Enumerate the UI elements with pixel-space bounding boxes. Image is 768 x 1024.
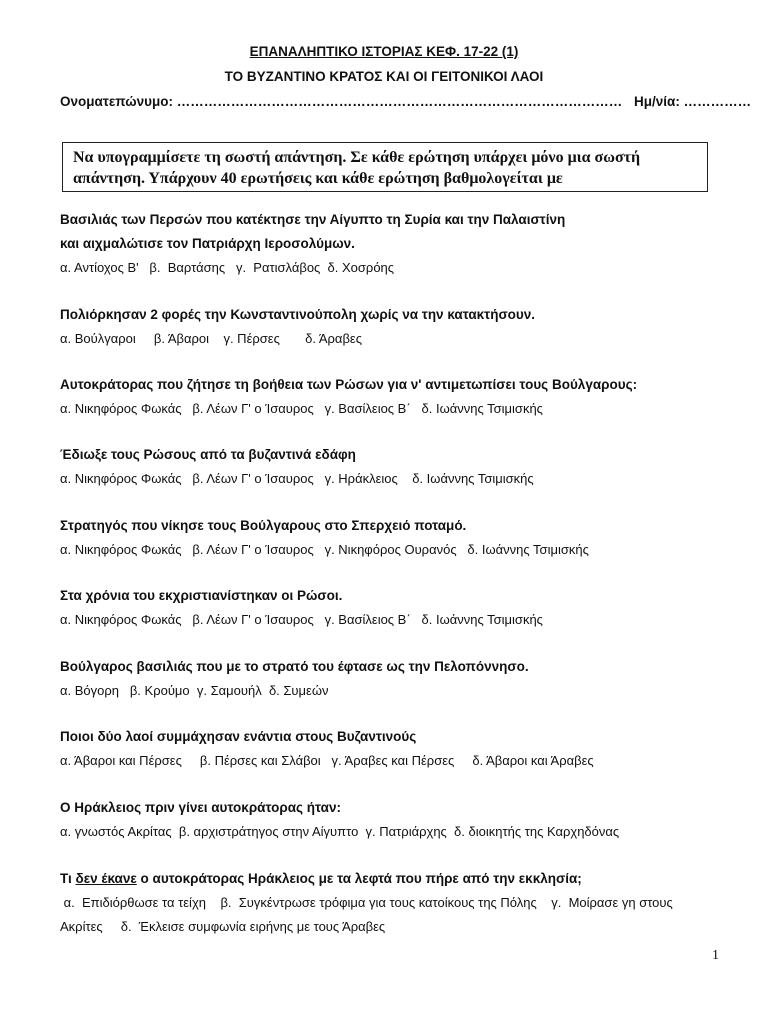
question-text: Στα χρόνια του εκχριστιανίστηκαν οι Ρώσοι. xyxy=(60,588,343,603)
question-1 xyxy=(60,208,720,280)
question-5 xyxy=(60,514,720,562)
question-text: Αυτοκράτορας που ζήτησε τη βοήθεια των Ρώσων για ν' αντιμετωπίσει τους Βούλγαρους: xyxy=(60,377,638,392)
question-text: Έδιωξε τους Ρώσους από τα βυζαντινά εδάφη xyxy=(60,447,356,462)
question-3 xyxy=(60,373,720,421)
question-9 xyxy=(60,796,720,844)
question-text: Πολιόρκησαν 2 φορές την Κωνσταντινούπολη χωρίς να την κατακτήσουν. xyxy=(60,307,536,322)
document-subtitle: ΤΟ ΒΥΖΑΝΤΙΝΟ ΚΡΑΤΟΣ ΚΑΙ ΟΙ ΓΕΙΤΟΝΙΚΟΙ ΛΑΟΙ xyxy=(224,69,544,84)
date-field-label: Ημ/νία: …………… xyxy=(634,94,752,109)
question-text-continued: και αιχμαλώτισε τον Πατριάρχη Ιεροσολύμων. xyxy=(60,236,355,251)
question-4 xyxy=(60,443,720,491)
question-text: Ποιοι δύο λαοί συμμάχησαν ενάντια στους Βυζαντινούς xyxy=(60,729,417,744)
question-text-underlined: δεν έκανε xyxy=(75,871,137,886)
question-text: Στρατηγός που νίκησε τους Βούλγαρους στο Σπερχειό ποταμό. xyxy=(60,518,467,533)
question-2 xyxy=(60,303,720,351)
question-text-start: Τι xyxy=(60,871,76,886)
question-text: Βούλγαρος βασιλιάς που με το στρατό του έφτασε ως την Πελοπόννησο. xyxy=(60,659,529,674)
answer-options[interactable]: α. Νικηφόρος Φωκάς β. Λέων Γ' ο Ίσαυρος γ. Ηράκλειος δ. Ιωάννης Τσιμισκής xyxy=(60,471,534,486)
answer-options[interactable]: α. γνωστός Ακρίτας β. αρχιστράτηγος στην Αίγυπτο γ. Πατριάρχης δ. διοικητής της Καρχηδόνας xyxy=(60,824,620,839)
question-10 xyxy=(60,867,720,939)
answer-options[interactable]: α. Άβαροι και Πέρσες β. Πέρσες και Σλάβοι γ. Άραβες και Πέρσες δ. Άβαροι και Άραβες xyxy=(60,753,594,768)
answer-options[interactable]: α. Επιδιόρθωσε τα τείχη β. Συγκέντρωσε τρόφιμα για τους κατοίκους της Πόλης γ. Μοίρασε γη στους xyxy=(60,895,673,910)
answer-options[interactable]: α. Νικηφόρος Φωκάς β. Λέων Γ' ο Ίσαυρος γ. Βασίλειος Β΄ δ. Ιωάννης Τσιμισκής xyxy=(60,401,543,416)
answer-options[interactable]: α. Αντίοχος Β' β. Βαρτάσης γ. Ρατισλάβος δ. Χοσρόης xyxy=(60,260,395,275)
page-number: 1 xyxy=(712,948,719,963)
question-text-end: ο αυτοκράτορας Ηράκλειος με τα λεφτά που πήρε από την εκκλησία; xyxy=(136,871,582,886)
answer-options[interactable]: α. Βούλγαροι β. Άβαροι γ. Πέρσες δ. Άραβες xyxy=(60,331,362,346)
answer-options[interactable]: α. Νικηφόρος Φωκάς β. Λέων Γ' ο Ίσαυρος γ. Βασίλειος Β΄ δ. Ιωάννης Τσιμισκής xyxy=(60,612,543,627)
answer-options-continued[interactable]: Ακρίτες δ. Έκλεισε συμφωνία ειρήνης με τους Άραβες xyxy=(60,919,386,934)
answer-options[interactable]: α. Βόγορη β. Κρούμο γ. Σαμουήλ δ. Συμεών xyxy=(60,683,329,698)
question-7 xyxy=(60,655,720,703)
name-field-label: Ονοματεπώνυμο: ……………………………………………………………………………………… xyxy=(60,94,623,109)
answer-options[interactable]: α. Νικηφόρος Φωκάς β. Λέων Γ' ο Ίσαυρος γ. Νικηφόρος Ουρανός δ. Ιωάννης Τσιμισκής xyxy=(60,542,589,557)
question-text: Βασιλιάς των Περσών που κατέκτησε την Αίγυπτο τη Συρία και την Παλαιστίνη xyxy=(60,212,566,227)
instructions-box: Να υπογραμμίσετε τη σωστή απάντηση. Σε κάθε ερώτηση υπάρχει μόνο μια σωστή απάντηση. Υπάρχουν 40 ερωτήσεις και κάθε ερώτηση βαθμολογείται με xyxy=(62,142,708,192)
document-title: ΕΠΑΝΑΛΗΠΤΙΚΟ ΙΣΤΟΡΙΑΣ ΚΕΦ. 17-22 (1) xyxy=(249,44,519,59)
student-info-line xyxy=(60,94,751,109)
question-text xyxy=(60,867,720,891)
question-8 xyxy=(60,725,720,773)
question-text: Ο Ηράκλειος πριν γίνει αυτοκράτορας ήταν: xyxy=(60,800,341,815)
question-6 xyxy=(60,584,720,632)
